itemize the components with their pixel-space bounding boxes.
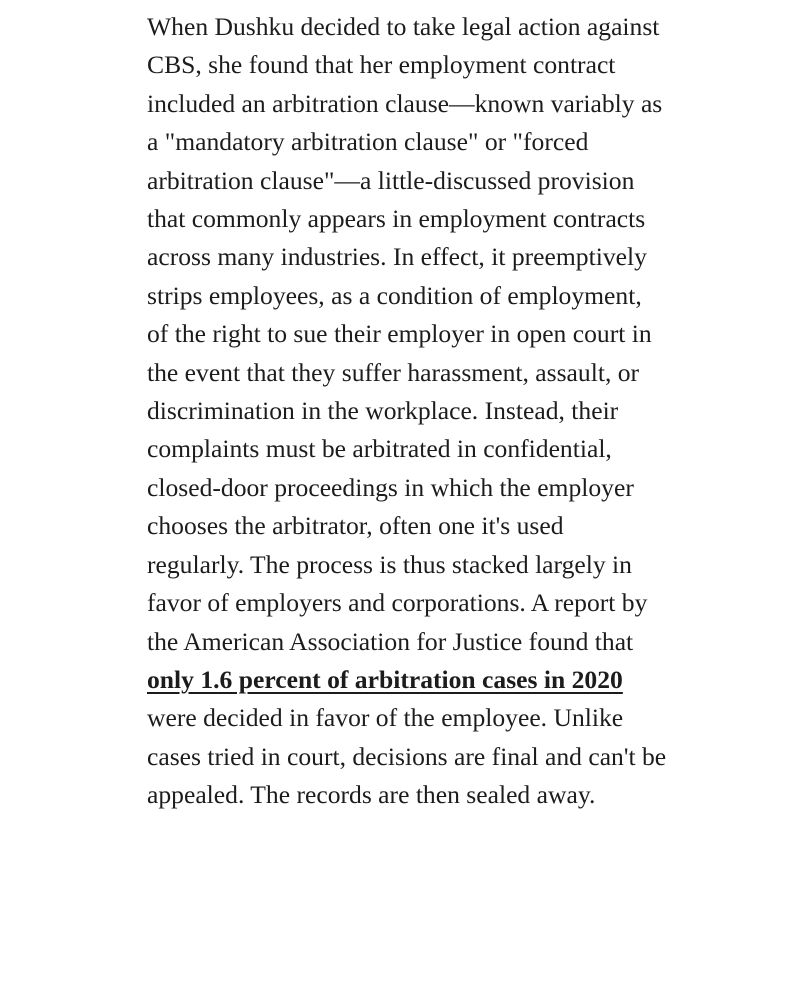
arbitration-statistic-link[interactable]: only 1.6 percent of arbitration cases in 2020 <box>147 664 623 694</box>
paragraph-text-after-link: were decided in favor of the employee. Unlike cases tried in court, decisions are final and can't be appealed. The records are then sealed away. <box>147 703 667 810</box>
article-paragraph <box>147 8 667 815</box>
paragraph-text-before-link: When Dushku decided to take legal action against CBS, she found that her employment contract included an arbitration clause—known variably as a "mandatory arbitration clause" or "forced arbitration clause"—a little-discussed provision that commonly appears in employment contracts across many industries. In effect, it preemptively strips employees, as a condition of employment, of the right to sue their employer in open court in the event that they suffer harassment, assault, or discrimination in the workplace. Instead, their complaints must be arbitrated in confidential, closed-door proceedings in which the employer chooses the arbitrator, often one it's used regularly. The process is thus stacked largely in favor of employers and corporations. A report by the American Association for Justice found that <box>147 12 663 656</box>
